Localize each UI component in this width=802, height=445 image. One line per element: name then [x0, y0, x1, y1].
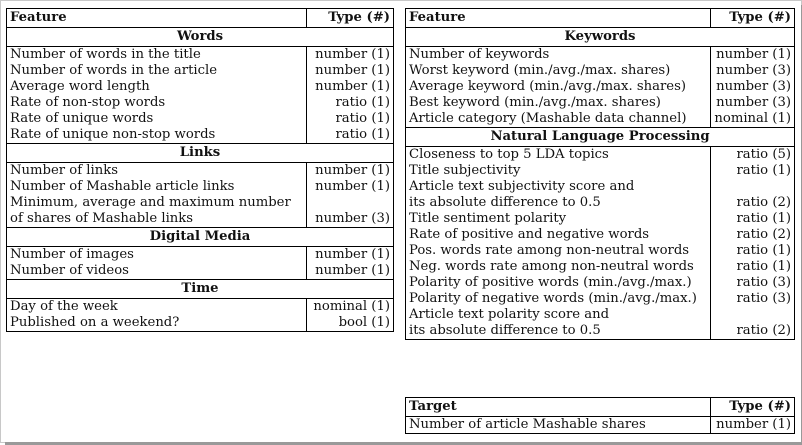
section-title: Words — [7, 28, 394, 47]
feature-name: Number of videos — [7, 263, 307, 280]
feature-name: Number of keywords — [406, 47, 711, 64]
feature-type: number (1) — [711, 47, 795, 64]
feature-row — [7, 315, 394, 332]
feature-row — [406, 243, 795, 259]
feature-name: Average word length — [7, 79, 307, 95]
feature-name: Article text subjectivity score and — [406, 179, 711, 195]
type-column-header: Type (#) — [711, 398, 795, 417]
feature-row — [7, 179, 394, 195]
header-row — [7, 9, 394, 28]
section-title: Keywords — [406, 28, 795, 47]
feature-row — [406, 111, 795, 128]
feature-name: Best keyword (min./avg./max. shares) — [406, 95, 711, 111]
feature-type: ratio (1) — [711, 163, 795, 179]
feature-name: Published on a weekend? — [7, 315, 307, 332]
feature-type: ratio (5) — [711, 147, 795, 164]
feature-row — [406, 79, 795, 95]
feature-type: ratio (1) — [711, 243, 795, 259]
section-row — [7, 28, 394, 47]
feature-type: ratio (3) — [711, 291, 795, 307]
feature-type: ratio (2) — [711, 195, 795, 211]
feature-type: ratio (1) — [711, 211, 795, 227]
feature-name: Closeness to top 5 LDA topics — [406, 147, 711, 164]
target-table — [405, 397, 795, 434]
section-title: Natural Language Processing — [406, 128, 795, 147]
feature-type: ratio (2) — [711, 227, 795, 243]
feature-column-header: Feature — [406, 9, 711, 28]
feature-row — [7, 63, 394, 79]
feature-name: Neg. words rate among non-neutral words — [406, 259, 711, 275]
section-row — [7, 144, 394, 163]
feature-name: Title subjectivity — [406, 163, 711, 179]
feature-type: number (3) — [711, 63, 795, 79]
feature-type: nominal (1) — [711, 111, 795, 128]
section-row — [406, 28, 795, 47]
feature-row — [7, 95, 394, 111]
feature-name: Worst keyword (min./avg./max. shares) — [406, 63, 711, 79]
feature-row — [406, 95, 795, 111]
feature-type: ratio (1) — [307, 127, 394, 144]
feature-type: ratio (1) — [307, 111, 394, 127]
feature-type: number (1) — [307, 47, 394, 64]
feature-name: Rate of positive and negative words — [406, 227, 711, 243]
feature-name: its absolute difference to 0.5 — [406, 323, 711, 340]
feature-row — [7, 247, 394, 264]
feature-name: Polarity of positive words (min./avg./max.) — [406, 275, 711, 291]
feature-table-right — [405, 8, 795, 340]
feature-type: number (1) — [307, 263, 394, 280]
target-row — [406, 417, 795, 434]
feature-row — [7, 211, 394, 228]
feature-name: Number of links — [7, 163, 307, 180]
feature-row — [7, 299, 394, 316]
feature-type: nominal (1) — [307, 299, 394, 316]
feature-row — [406, 291, 795, 307]
header-row — [406, 9, 795, 28]
feature-column-header: Feature — [7, 9, 307, 28]
feature-name: Article category (Mashable data channel) — [406, 111, 711, 128]
feature-type: number (1) — [307, 63, 394, 79]
feature-name: of shares of Mashable links — [7, 211, 307, 228]
feature-table-left — [6, 8, 394, 332]
type-column-header: Type (#) — [711, 9, 795, 28]
feature-name: Article text polarity score and — [406, 307, 711, 323]
feature-row — [7, 47, 394, 64]
feature-type: number (1) — [307, 179, 394, 195]
feature-name: Rate of non-stop words — [7, 95, 307, 111]
feature-row — [7, 263, 394, 280]
feature-name: Rate of unique words — [7, 111, 307, 127]
feature-row — [406, 195, 795, 211]
feature-name: Minimum, average and maximum number — [7, 195, 307, 211]
feature-type: ratio (3) — [711, 275, 795, 291]
feature-row — [7, 111, 394, 127]
feature-type: bool (1) — [307, 315, 394, 332]
feature-type: number (1) — [307, 163, 394, 180]
feature-row — [406, 307, 795, 323]
feature-name: Rate of unique non-stop words — [7, 127, 307, 144]
feature-type: number (1) — [307, 247, 394, 264]
section-row — [7, 228, 394, 247]
feature-name: Number of images — [7, 247, 307, 264]
feature-type: ratio (2) — [711, 323, 795, 340]
feature-type: ratio (1) — [307, 95, 394, 111]
feature-row — [406, 63, 795, 79]
feature-row — [406, 227, 795, 243]
feature-row — [7, 163, 394, 180]
feature-name: Number of words in the title — [7, 47, 307, 64]
feature-type: ratio (1) — [711, 259, 795, 275]
feature-name: Pos. words rate among non-neutral words — [406, 243, 711, 259]
section-title: Links — [7, 144, 394, 163]
feature-row — [406, 163, 795, 179]
feature-row — [406, 275, 795, 291]
feature-name: Day of the week — [7, 299, 307, 316]
feature-name: its absolute difference to 0.5 — [406, 195, 711, 211]
feature-name: Number of words in the article — [7, 63, 307, 79]
target-type: number (1) — [711, 417, 795, 434]
section-row — [406, 128, 795, 147]
feature-row — [406, 147, 795, 164]
target-name: Number of article Mashable shares — [406, 417, 711, 434]
feature-type: number (3) — [711, 95, 795, 111]
feature-row — [7, 127, 394, 144]
feature-row — [406, 179, 795, 195]
header-row — [406, 398, 795, 417]
feature-type — [307, 195, 394, 211]
feature-name: Number of Mashable article links — [7, 179, 307, 195]
feature-row — [7, 195, 394, 211]
feature-name: Title sentiment polarity — [406, 211, 711, 227]
feature-row — [406, 47, 795, 64]
feature-type — [711, 179, 795, 195]
feature-column-header: Target — [406, 398, 711, 417]
feature-row — [406, 211, 795, 227]
type-column-header: Type (#) — [307, 9, 394, 28]
feature-row — [7, 79, 394, 95]
feature-name: Polarity of negative words (min./avg./max.) — [406, 291, 711, 307]
feature-row — [406, 259, 795, 275]
feature-type — [711, 307, 795, 323]
feature-type: number (3) — [711, 79, 795, 95]
section-title: Digital Media — [7, 228, 394, 247]
feature-row — [406, 323, 795, 340]
feature-type: number (3) — [307, 211, 394, 228]
section-title: Time — [7, 280, 394, 299]
feature-name: Average keyword (min./avg./max. shares) — [406, 79, 711, 95]
feature-type: number (1) — [307, 79, 394, 95]
section-row — [7, 280, 394, 299]
